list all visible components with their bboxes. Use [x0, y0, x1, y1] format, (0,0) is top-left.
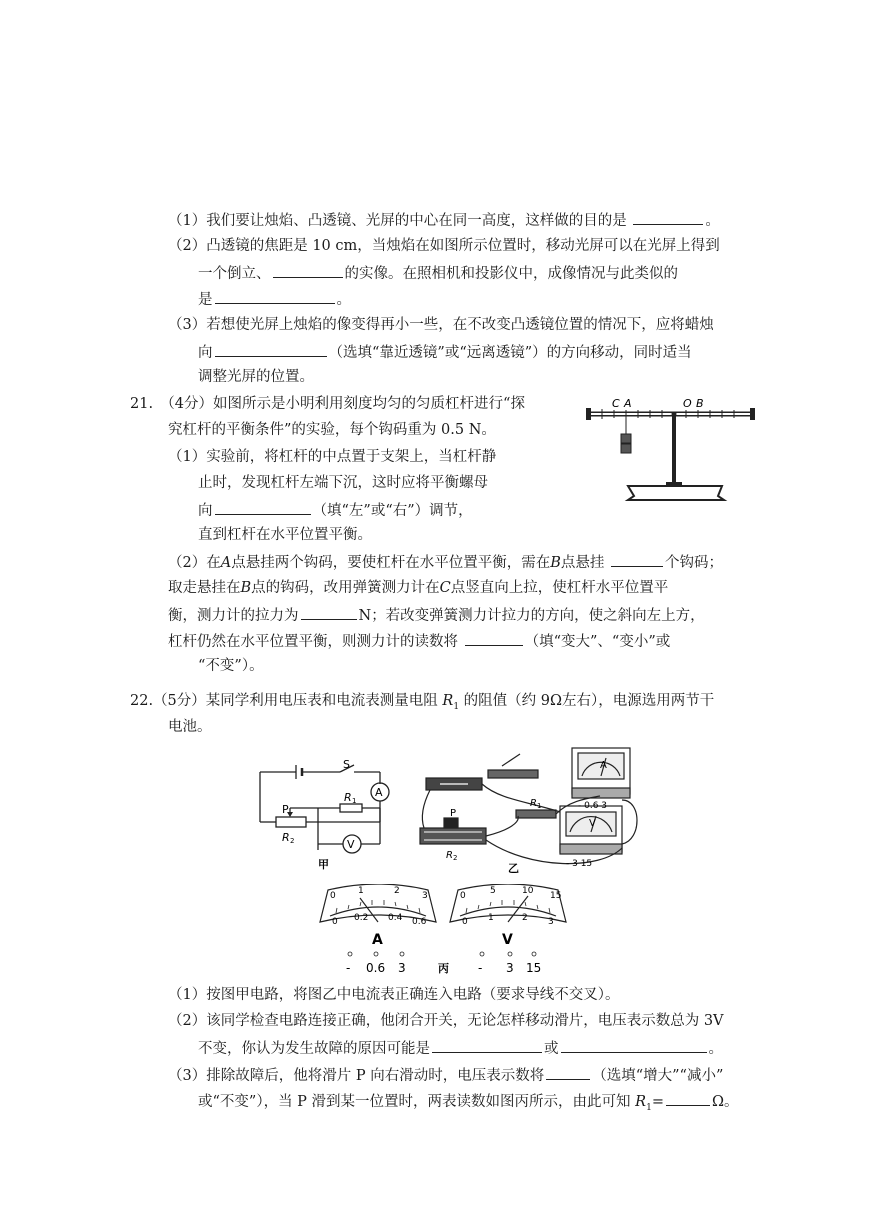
- svg-text:- 3 15: - 3 15: [566, 859, 593, 869]
- answer-blank[interactable]: [273, 262, 343, 278]
- answer-blank[interactable]: [215, 499, 311, 515]
- q21-part1-line3: 向 （填“左”或“右”）调节，: [198, 499, 473, 521]
- answer-blank[interactable]: [633, 209, 703, 225]
- q22-part3-line1: （3）排除故障后，他将滑片 P 向右滑动时，电压表示数将 （选填“增大”“减小”: [168, 1064, 723, 1086]
- svg-text:0: 0: [460, 891, 466, 901]
- svg-text:2: 2: [453, 854, 458, 862]
- q21-part2-line4: 杠杆仍然在水平位置平衡，则测力计的读数将 （填“变大”、“变小”或: [168, 630, 670, 652]
- svg-text:3: 3: [398, 961, 406, 975]
- q22-part2-line1: （2）该同学检查电路连接正确，他闭合开关，无论怎样移动滑片，电压表示数总为 3V: [168, 1013, 724, 1029]
- svg-text:2: 2: [290, 837, 295, 845]
- svg-text:-: -: [478, 961, 483, 975]
- svg-text:3: 3: [422, 891, 428, 901]
- svg-text:1: 1: [358, 886, 364, 896]
- svg-text:2: 2: [522, 913, 528, 923]
- meters-bing: [316, 884, 576, 976]
- lever-figure: [582, 396, 782, 506]
- q22-stem-line1: 22.（5分）某同学利用电压表和电流表测量电阻 $R_1$ 的阻值（约 9Ω左右），电源选用两节干: [130, 693, 715, 712]
- answer-blank[interactable]: [215, 341, 327, 357]
- answer-blank[interactable]: [465, 630, 523, 646]
- label-B: B: [696, 397, 704, 410]
- q21-stem-line1: 21. （4分）如图所示是小明利用刻度均匀的匀质杠杆进行“探: [130, 396, 525, 412]
- label-A: A: [624, 397, 632, 410]
- svg-text:0.6: 0.6: [412, 917, 427, 927]
- answer-blank[interactable]: [546, 1064, 590, 1080]
- q21-part2-line5: “不变”）。: [198, 658, 264, 674]
- svg-text:V: V: [589, 818, 596, 829]
- q21-part1-line2: 止时，发现杠杆左端下沉，这时应将平衡螺母: [198, 475, 488, 491]
- label-C: C: [612, 397, 620, 410]
- svg-text:0.4: 0.4: [388, 913, 403, 923]
- svg-text:R: R: [446, 850, 453, 861]
- svg-text:R: R: [344, 791, 352, 804]
- svg-text:5: 5: [490, 886, 496, 896]
- q22-stem-line2: 电池。: [168, 719, 212, 735]
- figure-label-jia: 甲: [318, 858, 329, 870]
- answer-blank[interactable]: [561, 1037, 707, 1053]
- q21-part1-line4: 直到杠杆在水平位置平衡。: [198, 527, 372, 543]
- svg-text:A: A: [600, 760, 607, 771]
- svg-text:R: R: [282, 831, 290, 844]
- q21-part2-line3: 衡，测力计的拉力为 N；若改变弹簧测力计拉力的方向，使之斜向左上方，: [168, 604, 705, 626]
- q20-part1: （1）我们要让烛焰、凸透镜、光屏的中心在同一高度，这样做的目的是 。: [168, 209, 720, 231]
- voltmeter-label: V: [502, 932, 513, 948]
- answer-blank[interactable]: [666, 1090, 710, 1106]
- q21-part1-line1: （1）实验前，将杠杆的中点置于支架上，当杠杆静: [168, 449, 497, 465]
- q20-part2-line2: 一个倒立、 的实像。在照相机和投影仪中，成像情况与此类似的: [198, 262, 678, 284]
- figure-label-bing: 丙: [438, 962, 449, 975]
- svg-text:0: 0: [330, 891, 336, 901]
- svg-text:1: 1: [352, 797, 357, 805]
- q20-part3-line3: 调整光屏的位置。: [198, 369, 314, 385]
- slider-label: P: [282, 803, 289, 816]
- q22-part3-line2: 或“不变”），当 P 滑到某一位置时，两表读数如图丙所示，由此可知 $R_1= \Omega$。: [198, 1090, 739, 1118]
- svg-text:3: 3: [506, 961, 514, 975]
- q21-part2-line2: 取走悬挂在B点的钩码，改用弹簧测力计在C点竖直向上拉，使杠杆水平位置平: [168, 580, 669, 596]
- voltmeter-symbol: V: [347, 838, 355, 851]
- q20-part3-line1: （3）若想使光屏上烛焰的像变得再小一些，在不改变凸透镜位置的情况下，应将蜡烛: [168, 317, 714, 333]
- q22-part2-line2: 不变，你认为发生故障的原因可能是 或 。: [198, 1037, 723, 1059]
- svg-text:P: P: [450, 808, 457, 819]
- q21-stem-line2: 究杠杆的平衡条件”的实验，每个钩码重为 0.5 N。: [168, 422, 496, 438]
- answer-blank[interactable]: [611, 551, 663, 567]
- q21-part2-line1: （2）在A点悬挂两个钩码，要使杠杆在水平位置平衡，需在B点悬挂 个钩码；: [168, 551, 723, 573]
- circuit-diagram-jia: [254, 760, 404, 870]
- ammeter-symbol: A: [375, 786, 383, 799]
- answer-blank[interactable]: [432, 1037, 542, 1053]
- answer-blank[interactable]: [215, 288, 335, 304]
- svg-text:3: 3: [548, 917, 554, 927]
- svg-text:2: 2: [394, 886, 400, 896]
- physical-circuit-yi: [410, 740, 646, 890]
- switch-label: S: [343, 760, 350, 771]
- svg-text:0: 0: [332, 917, 338, 927]
- svg-text:0.2: 0.2: [354, 913, 369, 923]
- label-O: O: [683, 397, 692, 410]
- svg-text:0: 0: [462, 917, 468, 927]
- svg-text:-: -: [346, 961, 351, 975]
- svg-text:1: 1: [488, 913, 494, 923]
- answer-blank[interactable]: [301, 604, 357, 620]
- q20-part2-line1: （2）凸透镜的焦距是 10 cm，当烛焰在如图所示位置时，移动光屏可以在光屏上得到: [168, 238, 720, 254]
- svg-text:- 0.6 3: - 0.6 3: [578, 801, 608, 811]
- q20-part2-line3: 是 。: [198, 288, 351, 310]
- svg-text:15: 15: [526, 961, 542, 975]
- svg-text:R: R: [530, 798, 537, 809]
- svg-text:1: 1: [537, 802, 542, 810]
- svg-text:15: 15: [550, 891, 562, 901]
- ammeter-label: A: [372, 932, 383, 948]
- svg-text:10: 10: [522, 886, 534, 896]
- q20-part3-line2: 向 （选填“靠近透镜”或“远离透镜”）的方向移动，同时适当: [198, 341, 692, 363]
- svg-text:0.6: 0.6: [366, 961, 386, 975]
- figure-label-yi: 乙: [508, 862, 519, 875]
- q22-part1: （1）按图甲电路，将图乙中电流表正确连入电路（要求导线不交叉）。: [168, 987, 620, 1003]
